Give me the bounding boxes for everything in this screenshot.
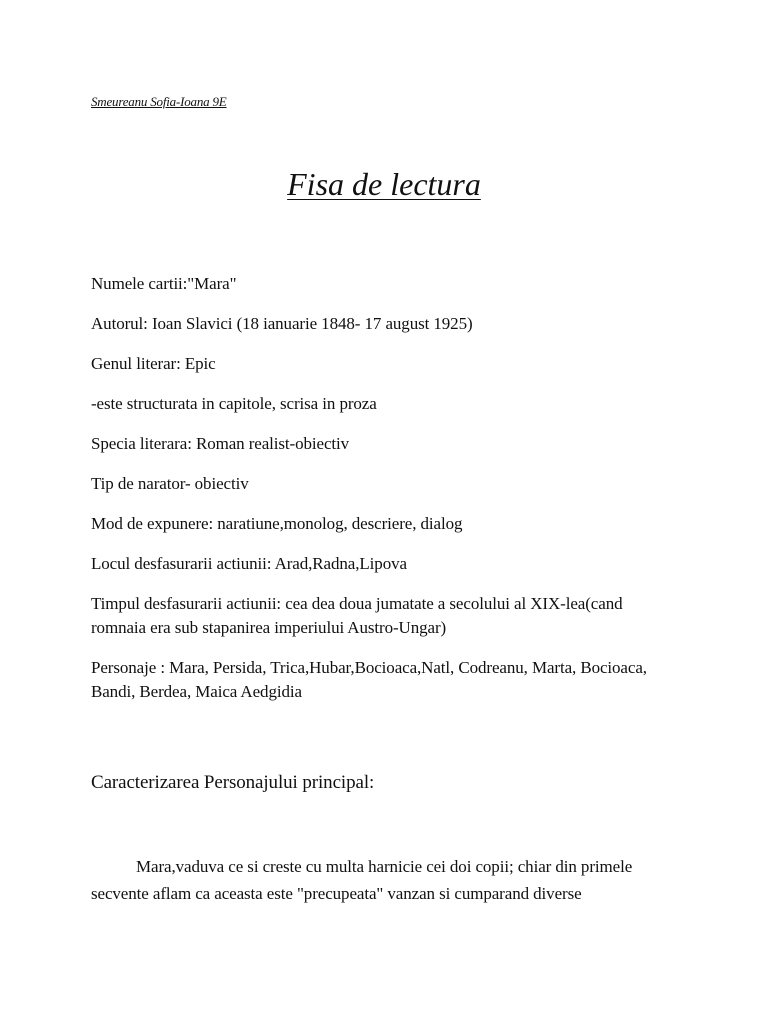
field-book-name: Numele cartii:"Mara" (91, 274, 237, 293)
field-exposition-mode: Mod de expunere: naratiune,monolog, descriere, dialog (91, 514, 463, 533)
field-author: Autorul: Ioan Slavici (18 ianuarie 1848- 17 august 1925) (91, 314, 473, 333)
field-setting-time: Timpul desfasurarii actiunii: cea dea doua jumatate a secolului al XIX-lea(cand romnaia era sub stapanirea imperiului Austro-Ungar) (91, 594, 623, 637)
character-description-paragraph: Mara,vaduva ce si creste cu multa harnicie cei doi copii; chiar din primele secvente aflam ca aceasta este "precupeata" vanzan si cumparand diverse (91, 857, 633, 903)
field-structure: -este structurata in capitole, scrisa in proza (91, 394, 377, 413)
book-fields (91, 272, 681, 720)
field-narrator: Tip de narator- obiectiv (91, 474, 249, 493)
field-genre: Genul literar: Epic (91, 354, 216, 373)
page-title: Fisa de lectura (287, 166, 481, 202)
field-species: Specia literara: Roman realist-obiectiv (91, 434, 350, 453)
section-heading: Caracterizarea Personajului principal: (91, 772, 375, 793)
author-line: Smeureanu Sofia-Ioana 9E (91, 94, 227, 109)
field-characters: Personaje : Mara, Persida, Trica,Hubar,Bocioaca,Natl, Codreanu, Marta, Bocioaca, Bandi, Berdea, Maica Aedgidia (91, 658, 647, 701)
field-setting-place: Locul desfasurarii actiunii: Arad,Radna,Lipova (91, 554, 407, 573)
